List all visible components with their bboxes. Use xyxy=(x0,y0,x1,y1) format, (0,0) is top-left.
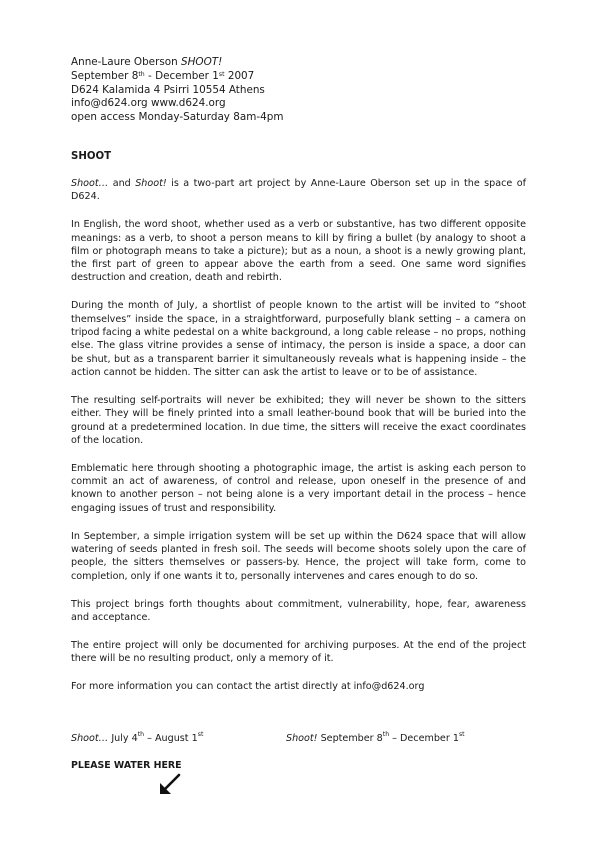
dates-start: September 8 xyxy=(71,69,139,82)
part2-to-sup: st xyxy=(458,731,465,738)
dates-line xyxy=(71,70,283,84)
dates-end-sup: st xyxy=(218,70,225,78)
paragraph-documentation: The entire project will only be documented for archiving purposes. At the end of the project there will be no resulting product, only a memory of it. xyxy=(71,639,526,665)
dates-start-sup: th xyxy=(138,70,145,78)
part2-from-sup: th xyxy=(382,731,390,738)
part1-dates xyxy=(71,733,203,744)
work-title: SHOOT! xyxy=(181,56,223,68)
paragraph-contact: For more information you can contact the artist directly at info@d624.org xyxy=(71,681,425,693)
part1-to-sup: st xyxy=(197,731,204,738)
part2-to: – December 1 xyxy=(389,733,459,744)
intro-rest: is a two-part art project by Anne-Laure Oberson set up in the space of D624. xyxy=(71,178,526,203)
intro-and: and xyxy=(108,178,136,189)
artist-line xyxy=(71,56,283,70)
address-line: D624 Kalamida 4 Psirri 10554 Athens xyxy=(71,83,265,96)
paragraph-emblematic: Emblematic here through shooting a photographic image, the artist is asking each person to commit an act of awareness, of control and release, upon oneself in the presence of and known to another person – not being alone is a very important detail in the process – hence engaging issues of trust and responsibility. xyxy=(71,462,526,514)
dates-end: - December 1 xyxy=(144,69,219,82)
intro-paragraph xyxy=(71,177,526,204)
contact-line: info@d624.org www.d624.org xyxy=(71,97,226,110)
part1-title: Shoot… xyxy=(71,733,109,744)
header-block xyxy=(71,56,283,125)
arrow-down-left-icon xyxy=(159,773,181,795)
paragraph-july: During the month of July, a shortlist of people known to the artist will be invited to “shoot themselves” inside the space, in a straightforward, purposefully blank setting – a camera on tripod facing a white pedestal on a white background, a long cable release – no props, nothing else. The glass vitrine provides a sense of intimacy, the person is inside a space, a door can be shut, but as a transparent barrier it simultaneously reveals what is happening inside – the action cannot be hidden. The sitter can ask the artist to leave or to be of assistance. xyxy=(71,300,526,378)
intro-shoot-part1: Shoot… xyxy=(71,178,109,189)
hours-line: open access Monday-Saturday 8am-4pm xyxy=(71,111,284,124)
part1-from: July 4 xyxy=(108,733,138,744)
paragraph-september: In September, a simple irrigation system will be set up within the D624 space that will allow watering of seeds planted in fresh soil. The seeds will become shoots solely upon the care of people, the sitters themselves or passers-by. Hence, the project will take form, come to completion, only if one wants it to, personally intervenes and cares enough to do so. xyxy=(71,530,526,582)
body-text xyxy=(71,177,526,693)
paragraph-portraits: The resulting self-portraits will never be exhibited; they will never be shown to the sitters either. They will be finely printed into a small leather-bound book that will be buried into the ground at a predetermined location. In due time, the sitters will receive the exact coordinates of the location. xyxy=(71,394,526,446)
paragraph-meaning: In English, the word shoot, whether used as a verb or substantive, has two different opposite meanings: as a verb, to shoot a person means to kill by firing a bullet (by analogy to shoot a film or photograph means to take a picture); but as a noun, a shoot is a newly growing plant, the first part of green to appear above the earth from a seed. One same word signifies destruction and creation, death and rebirth. xyxy=(71,219,526,284)
part2-from: September 8 xyxy=(317,733,383,744)
part2-title: Shoot! xyxy=(286,733,318,744)
part2-dates xyxy=(286,733,465,744)
paragraph-thoughts: This project brings forth thoughts about commitment, vulnerability, hope, fear, awareness and acceptance. xyxy=(71,598,526,623)
intro-shoot-part2: Shoot! xyxy=(135,178,167,189)
dates-year: 2007 xyxy=(224,69,255,82)
section-title: SHOOT xyxy=(71,151,112,162)
artist-name: Anne-Laure Oberson xyxy=(71,56,178,68)
please-water-label: PLEASE WATER HERE xyxy=(71,760,182,771)
part1-from-sup: th xyxy=(137,731,145,738)
part1-to: – August 1 xyxy=(144,733,198,744)
